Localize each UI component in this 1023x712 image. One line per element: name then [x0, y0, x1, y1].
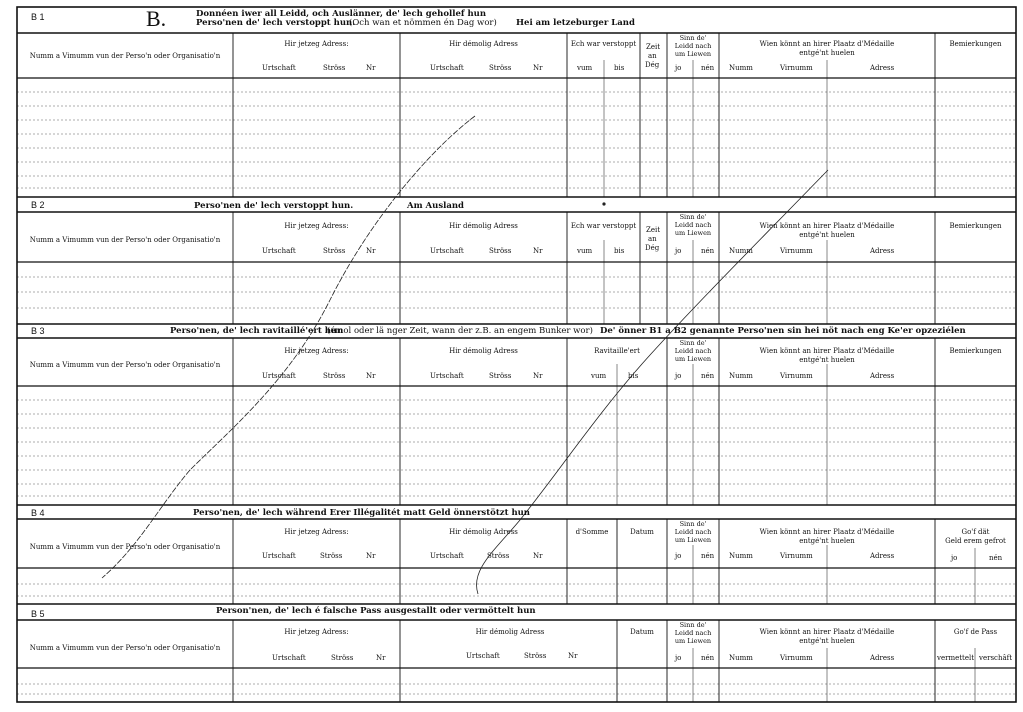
b4-gift-jo: jo: [951, 554, 958, 562]
b2-bis: bis: [614, 247, 625, 255]
b3-adress: Adress: [870, 372, 895, 380]
b1-jo: jo: [675, 64, 682, 72]
b4-jo: jo: [675, 552, 682, 560]
b2-place: Am Ausland: [407, 201, 464, 211]
b1-numm: Numm: [729, 64, 753, 72]
b2-current-town: Urtschaft: [262, 247, 296, 255]
b1-current-address-header: Hir jetzeg Adress:: [284, 40, 349, 48]
b2-alive1: Sinn de': [679, 213, 707, 221]
b4-alive1: Sinn de': [679, 520, 707, 528]
b5-current-town: Urtschaft: [272, 654, 306, 662]
b1-hidden-header: Ech war verstoppt: [570, 40, 637, 48]
b4-gift-1: Go'f dät: [961, 528, 990, 536]
b4-virnumm: Virnumm: [780, 552, 813, 560]
b4-nen: nén: [701, 552, 715, 560]
b3-current-nr: Nr: [366, 372, 376, 380]
b1-medal-1: Wien könnt an hirer Plaatz d'Médaille: [759, 40, 895, 48]
b2-former-nr: Nr: [533, 247, 543, 255]
b4-adress: Adress: [870, 552, 895, 560]
b2-current-address-header: Hir jetzeg Adress:: [284, 222, 349, 230]
b5-date-header: Datum: [630, 628, 654, 636]
b2-medal-2: entgé'nt huelen: [799, 231, 855, 239]
section-code-b1: B 1: [31, 12, 45, 22]
b3-nen: nén: [701, 372, 715, 380]
b1-former-town: Urtschaft: [430, 64, 464, 72]
form-header-line1: Donnéen iwer all Leidd, och Auslänner, de' lech gehollef hun: [196, 9, 487, 19]
b5-alive3: um Liewen: [674, 637, 712, 645]
b4-current-address-header: Hir jetzeg Adress:: [284, 528, 349, 536]
b1-medal-2: entgé'nt huelen: [799, 49, 855, 57]
b1-alive2: Leidd nach: [674, 42, 712, 50]
b5-jo: jo: [675, 654, 682, 662]
b4-current-nr: Nr: [366, 552, 376, 560]
b5-vermettelt: vermettelt: [937, 654, 975, 662]
b4-date-header: Datum: [630, 528, 654, 536]
b2-name-col-header: Numm a Vimumm vun der Perso'n oder Organisatio'n: [29, 236, 221, 244]
b3-former-nr: Nr: [533, 372, 543, 380]
form-header-line2b: (Och wan et nömmen én Dag wor): [349, 18, 497, 28]
b3-former-street: Ströss: [489, 372, 512, 380]
b5-name-col-header: Numm a Vimumm vun der Perso'n oder Organisatio'n: [29, 644, 221, 652]
b4-current-street: Ströss: [320, 552, 343, 560]
b5-former-nr: Nr: [568, 652, 578, 660]
b5-pass-header: Go'f de Pass: [953, 628, 998, 636]
b3-ravit-header: Ravitaille'ert: [594, 347, 640, 355]
section-code-b2: B 2: [31, 200, 45, 210]
b1-current-nr: Nr: [366, 64, 376, 72]
b4-numm: Numm: [729, 552, 753, 560]
b3-alive2: Leidd nach: [674, 347, 712, 355]
b1-zeit1: Zeit: [646, 43, 661, 51]
b2-vum: vum: [577, 247, 593, 255]
b4-medal-2: entgé'nt huelen: [799, 537, 855, 545]
b1-nen: nén: [701, 64, 715, 72]
b4-medal-1: Wien könnt an hirer Plaatz d'Médaille: [759, 528, 895, 536]
b2-numm: Numm: [729, 247, 753, 255]
b2-current-nr: Nr: [366, 247, 376, 255]
b2-title: Perso'nen de' lech verstoppt hun.: [194, 201, 354, 211]
b1-former-street: Ströss: [489, 64, 512, 72]
b4-alive3: um Liewen: [674, 536, 712, 544]
b2-alive2: Leidd nach: [674, 221, 712, 229]
b3-current-town: Urtschaft: [262, 372, 296, 380]
b4-former-town: Urtschaft: [430, 552, 464, 560]
b3-current-street: Ströss: [323, 372, 346, 380]
b1-current-street: Ströss: [323, 64, 346, 72]
b4-former-address-header: Hir démolig Adress: [449, 528, 518, 536]
b5-former-street: Ströss: [524, 652, 547, 660]
b5-adress: Adress: [870, 654, 895, 662]
b5-verschaft: verschâft: [979, 654, 1013, 662]
b4-gift-2: Geld erem gefrot: [945, 537, 1006, 545]
b3-name-col-header: Numm a Vimumm vun der Perso'n oder Organisatio'n: [29, 361, 221, 369]
b5-current-nr: Nr: [376, 654, 386, 662]
b1-former-address-header: Hir démolig Adress: [449, 40, 518, 48]
b3-medal-1: Wien könnt an hirer Plaatz d'Médaille: [759, 347, 895, 355]
b5-former-town: Urtschaft: [466, 652, 500, 660]
b2-alive3: um Liewen: [674, 229, 712, 237]
b5-medal-1: Wien könnt an hirer Plaatz d'Médaille: [759, 628, 895, 636]
b3-title-note: (émol oder lä nger Zeit, wann der z.B. an engem Bunker wor): [327, 326, 593, 336]
b2-jo: jo: [675, 247, 682, 255]
b5-alive2: Leidd nach: [674, 629, 712, 637]
b2-zeit1: Zeit: [646, 226, 661, 234]
form-header-line2a: Perso'nen de' lech verstoppt hun.: [196, 18, 356, 28]
b5-current-address-header: Hir jetzeg Adress:: [284, 628, 349, 636]
b2-former-street: Ströss: [489, 247, 512, 255]
b5-nen: nén: [701, 654, 715, 662]
b2-medal-1: Wien könnt an hirer Plaatz d'Médaille: [759, 222, 895, 230]
b2-remarks: Bemierkungen: [949, 222, 1002, 230]
b2-zeit3: Dég: [645, 244, 660, 252]
b2-nen: nén: [701, 247, 715, 255]
b1-bis: bis: [614, 64, 625, 72]
b3-former-town: Urtschaft: [430, 372, 464, 380]
b4-gift-nen: nén: [989, 554, 1003, 562]
section-code-b5: B 5: [31, 609, 45, 619]
b2-virnumm: Virnumm: [780, 247, 813, 255]
b3-numm: Numm: [729, 372, 753, 380]
b3-former-address-header: Hir démolig Adress: [449, 347, 518, 355]
b2-hidden-header: Ech war verstoppt: [570, 222, 637, 230]
b1-zeit2: an: [648, 52, 657, 60]
b5-former-address-header: Hir démolig Adress: [475, 628, 545, 636]
b3-title-tail: De' önner B1 a B2 genannte Perso'nen sin hei nöt nach eng Ke'er opzeziélen: [600, 326, 966, 336]
b4-former-street: Ströss: [487, 552, 510, 560]
b1-alive1: Sinn de': [679, 34, 707, 42]
b2-adress: Adress: [870, 247, 895, 255]
b1-former-nr: Nr: [533, 64, 543, 72]
b4-sum-header: d'Somme: [575, 528, 609, 536]
b1-alive3: um Liewen: [674, 50, 712, 58]
b3-medal-2: entgé'nt huelen: [799, 356, 855, 364]
form-header-line2c: Hei am letzeburger Land: [516, 18, 635, 28]
b5-alive1: Sinn de': [679, 621, 707, 629]
section-code-b3: B 3: [31, 326, 45, 336]
b3-alive1: Sinn de': [679, 339, 707, 347]
section-code-b4: B 4: [31, 508, 45, 518]
b5-numm: Numm: [729, 654, 753, 662]
b2-former-town: Urtschaft: [430, 247, 464, 255]
b3-bis: bis: [628, 372, 639, 380]
b4-current-town: Urtschaft: [262, 552, 296, 560]
b2-zeit2: an: [648, 235, 657, 243]
b1-name-col-header: Numm a Vimumm vun der Perso'n oder Organisatio'n: [29, 52, 221, 60]
b3-current-address-header: Hir jetzeg Adress:: [284, 347, 349, 355]
b3-vum: vum: [591, 372, 607, 380]
b3-alive3: um Liewen: [674, 355, 712, 363]
b4-former-nr: Nr: [533, 552, 543, 560]
b5-title: Person'nen, de' lech é falsche Pass ausgestallt oder vermöttelt hun: [216, 606, 536, 616]
form-letter: B.: [146, 6, 167, 31]
b1-zeit3: Dég: [645, 61, 660, 69]
b5-medal-2: entgé'nt huelen: [799, 637, 855, 645]
b5-current-street: Ströss: [331, 654, 354, 662]
b4-name-col-header: Numm a Vimumm vun der Perso'n oder Organisatio'n: [29, 543, 221, 551]
b2-current-street: Ströss: [323, 247, 346, 255]
b3-jo: jo: [675, 372, 682, 380]
b4-title: Perso'nen, de' lech während Erer Illégalitét matt Geld önnerstötzt hun: [193, 508, 530, 518]
b4-alive2: Leidd nach: [674, 528, 712, 536]
b3-title: Perso'nen, de' lech ravitaillé'ert hun: [170, 326, 344, 336]
b1-remarks: Bemierkungen: [949, 40, 1002, 48]
b5-virnumm: Virnumm: [780, 654, 813, 662]
b1-adress: Adress: [870, 64, 895, 72]
b1-vum: vum: [577, 64, 593, 72]
b2-former-address-header: Hir démolig Adress: [449, 222, 518, 230]
b1-current-town: Urtschaft: [262, 64, 296, 72]
b3-virnumm: Virnumm: [780, 372, 813, 380]
b3-remarks: Bemierkungen: [949, 347, 1002, 355]
b1-virnumm: Virnumm: [780, 64, 813, 72]
